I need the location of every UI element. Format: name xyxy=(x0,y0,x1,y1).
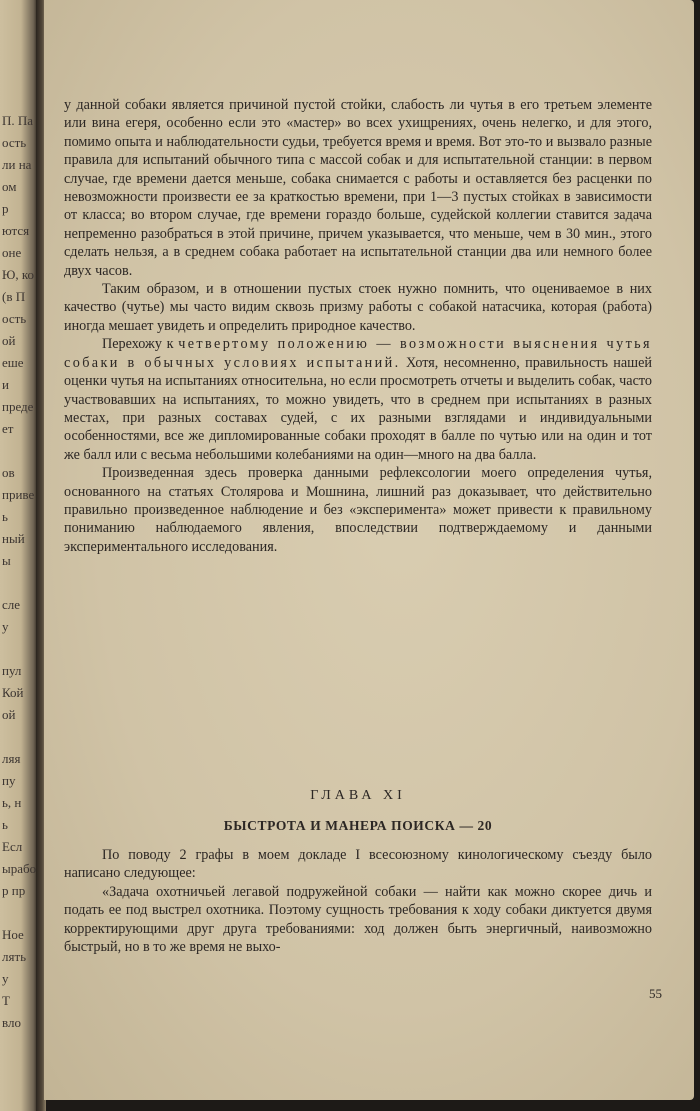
left-page-fragment: ом xyxy=(2,179,17,194)
left-page-fragment: р пр xyxy=(2,883,26,898)
chapter-title: ГЛАВА XI xyxy=(310,788,406,803)
left-page-fragment: П. Па xyxy=(2,113,34,128)
paragraph-3-emphasis: четвертому положению — возможности выяснения чутья собаки в обычных условиях испытаний. xyxy=(64,336,652,371)
left-page-fragment: Ное xyxy=(2,927,24,942)
left-page-fragment: оне xyxy=(2,245,22,260)
left-page-fragment: ырабо xyxy=(2,861,37,876)
left-page-fragment: еше xyxy=(2,355,24,370)
left-page-edge xyxy=(0,0,38,1111)
left-page-fragment: Кой xyxy=(2,685,24,700)
left-page-fragment xyxy=(0,572,36,594)
left-page-fragment: ость xyxy=(2,135,27,150)
left-page-fragment: ой xyxy=(2,707,16,722)
left-page-fragment: ость xyxy=(2,311,27,326)
paragraph-3-rest: Хотя, несомненно, правильность нашей оценки чутья на испытаниях относительна, но если просмотреть отчеты и выделить собак, часто участвовавших на испытаниях, то можно увидеть, что в среднем при испытаниях в разных местах, при разных составах судей, с их разными взглядами и индивидуальными особенностями, все же дипломированные собаки проходят в балле по чутью или на один и тот же балл или с весьма небольшими колебаниями на один—много на два балла. xyxy=(64,354,652,463)
left-page-fragment: ь xyxy=(2,817,8,832)
left-page-fragment: вло xyxy=(2,1015,21,1030)
page-number: 55 xyxy=(649,986,662,1001)
paragraph-3 xyxy=(64,335,652,464)
paragraph-6: «Задача охотничьей легавой подружейной собаки — найти как можно скорее дичь и подать ее под выстрел охотника. Поэтому сущность требования к ходу собаки диктуется двумя корректирующими друг друга требованиями: ход должен быть энергичный, наивозможно быстрый, но в то же время не выхо- xyxy=(64,883,652,956)
left-page-fragment: ой xyxy=(2,333,16,348)
book-page xyxy=(44,0,694,1100)
chapter-text-block xyxy=(64,846,652,956)
left-page-fragment: пу xyxy=(2,773,16,788)
left-page-fragment: (в П xyxy=(2,289,26,304)
left-page-fragment: ли на xyxy=(2,157,32,172)
paragraph-4: Произведенная здесь проверка данными рефлексологии моего определения чутья, основанного на статьях Столярова и Мошнина, лишний раз доказывает, что действительно правильно произведенное наблюдение и без «эксперимента» может привести к правильному пониманию наблюдаемого явления, впоследствии подтверждаемому и данными экспериментального исследования. xyxy=(64,465,652,555)
left-page-fragment: р xyxy=(2,201,9,216)
left-page-fragment: ов xyxy=(2,465,15,480)
left-page-fragment: Т xyxy=(2,993,10,1008)
paragraph-3-intro: Перехожу к xyxy=(102,336,179,353)
left-page-fragment: у xyxy=(2,619,9,634)
left-page-fragment: пул xyxy=(2,663,22,678)
paragraph-1: у данной собаки является причиной пустой стойки, слабость ли чутья в его третьем элементе или вина егеря, особенно если это «мастер» во всех ухищрениях, очень нелегко, и для этого, помимо опыта и наблюдательности судьи, требуется время и время. Вот это-то и вызвало разные правила для испытаний обычного типа с массой собак и для испытательной станции: в первом случае, где времени дается меньше, собака снимается с работы и оставляется без расценки по невозможности произвести ее за краткостью времени, при 1—3 пустых стойках в зависимости от класса; во втором случае, где времени гораздо больше, судейской коллегии ставится задача непременно разобраться в этой причине, причем указывается, что меньше, чем в 30 мин., этого сделать нельзя, а в среднем собака работает на испытательной станции два или немного более двух часов. xyxy=(64,97,652,279)
paragraph-2: Таким образом, и в отношении пустых стоек нужно помнить, что оцениваемое в них качество (чутье) мы часто видим сквозь призму работы с собакой натасчика, которая (работа) иногда мешает увидеть и определить природное качество. xyxy=(64,281,652,334)
left-page-fragment: ы xyxy=(2,553,11,568)
paragraph-5: По поводу 2 графы в моем докладе I всесоюзному кинологическому съезду было написано следующее: xyxy=(64,847,652,882)
left-page-fragment: у xyxy=(2,971,9,986)
left-page-fragment: Ю, ко xyxy=(2,267,35,282)
left-page-text-fragments xyxy=(0,110,36,1034)
left-page-fragment: ь, н xyxy=(2,795,22,810)
left-page-fragment: сле xyxy=(2,597,21,612)
left-page-fragment: преде xyxy=(2,399,34,414)
left-page-fragment xyxy=(0,902,36,924)
left-page-fragment: ются xyxy=(2,223,30,238)
left-page-fragment xyxy=(0,440,36,462)
left-page-fragment: ляя xyxy=(2,751,21,766)
left-page-fragment xyxy=(0,726,36,748)
left-page-fragment: ь xyxy=(2,509,8,524)
left-page-fragment: и xyxy=(2,377,9,392)
chapter-subtitle: БЫСТРОТА И МАНЕРА ПОИСКА — 20 xyxy=(223,818,493,833)
left-page-fragment: ет xyxy=(2,421,14,436)
left-page-fragment xyxy=(0,638,36,660)
left-page-fragment: лять xyxy=(2,949,27,964)
left-page-fragment: Есл xyxy=(2,839,23,854)
left-page-fragment: ный xyxy=(2,531,25,546)
left-page-fragment: приве xyxy=(2,487,35,502)
main-text-block xyxy=(64,96,652,556)
